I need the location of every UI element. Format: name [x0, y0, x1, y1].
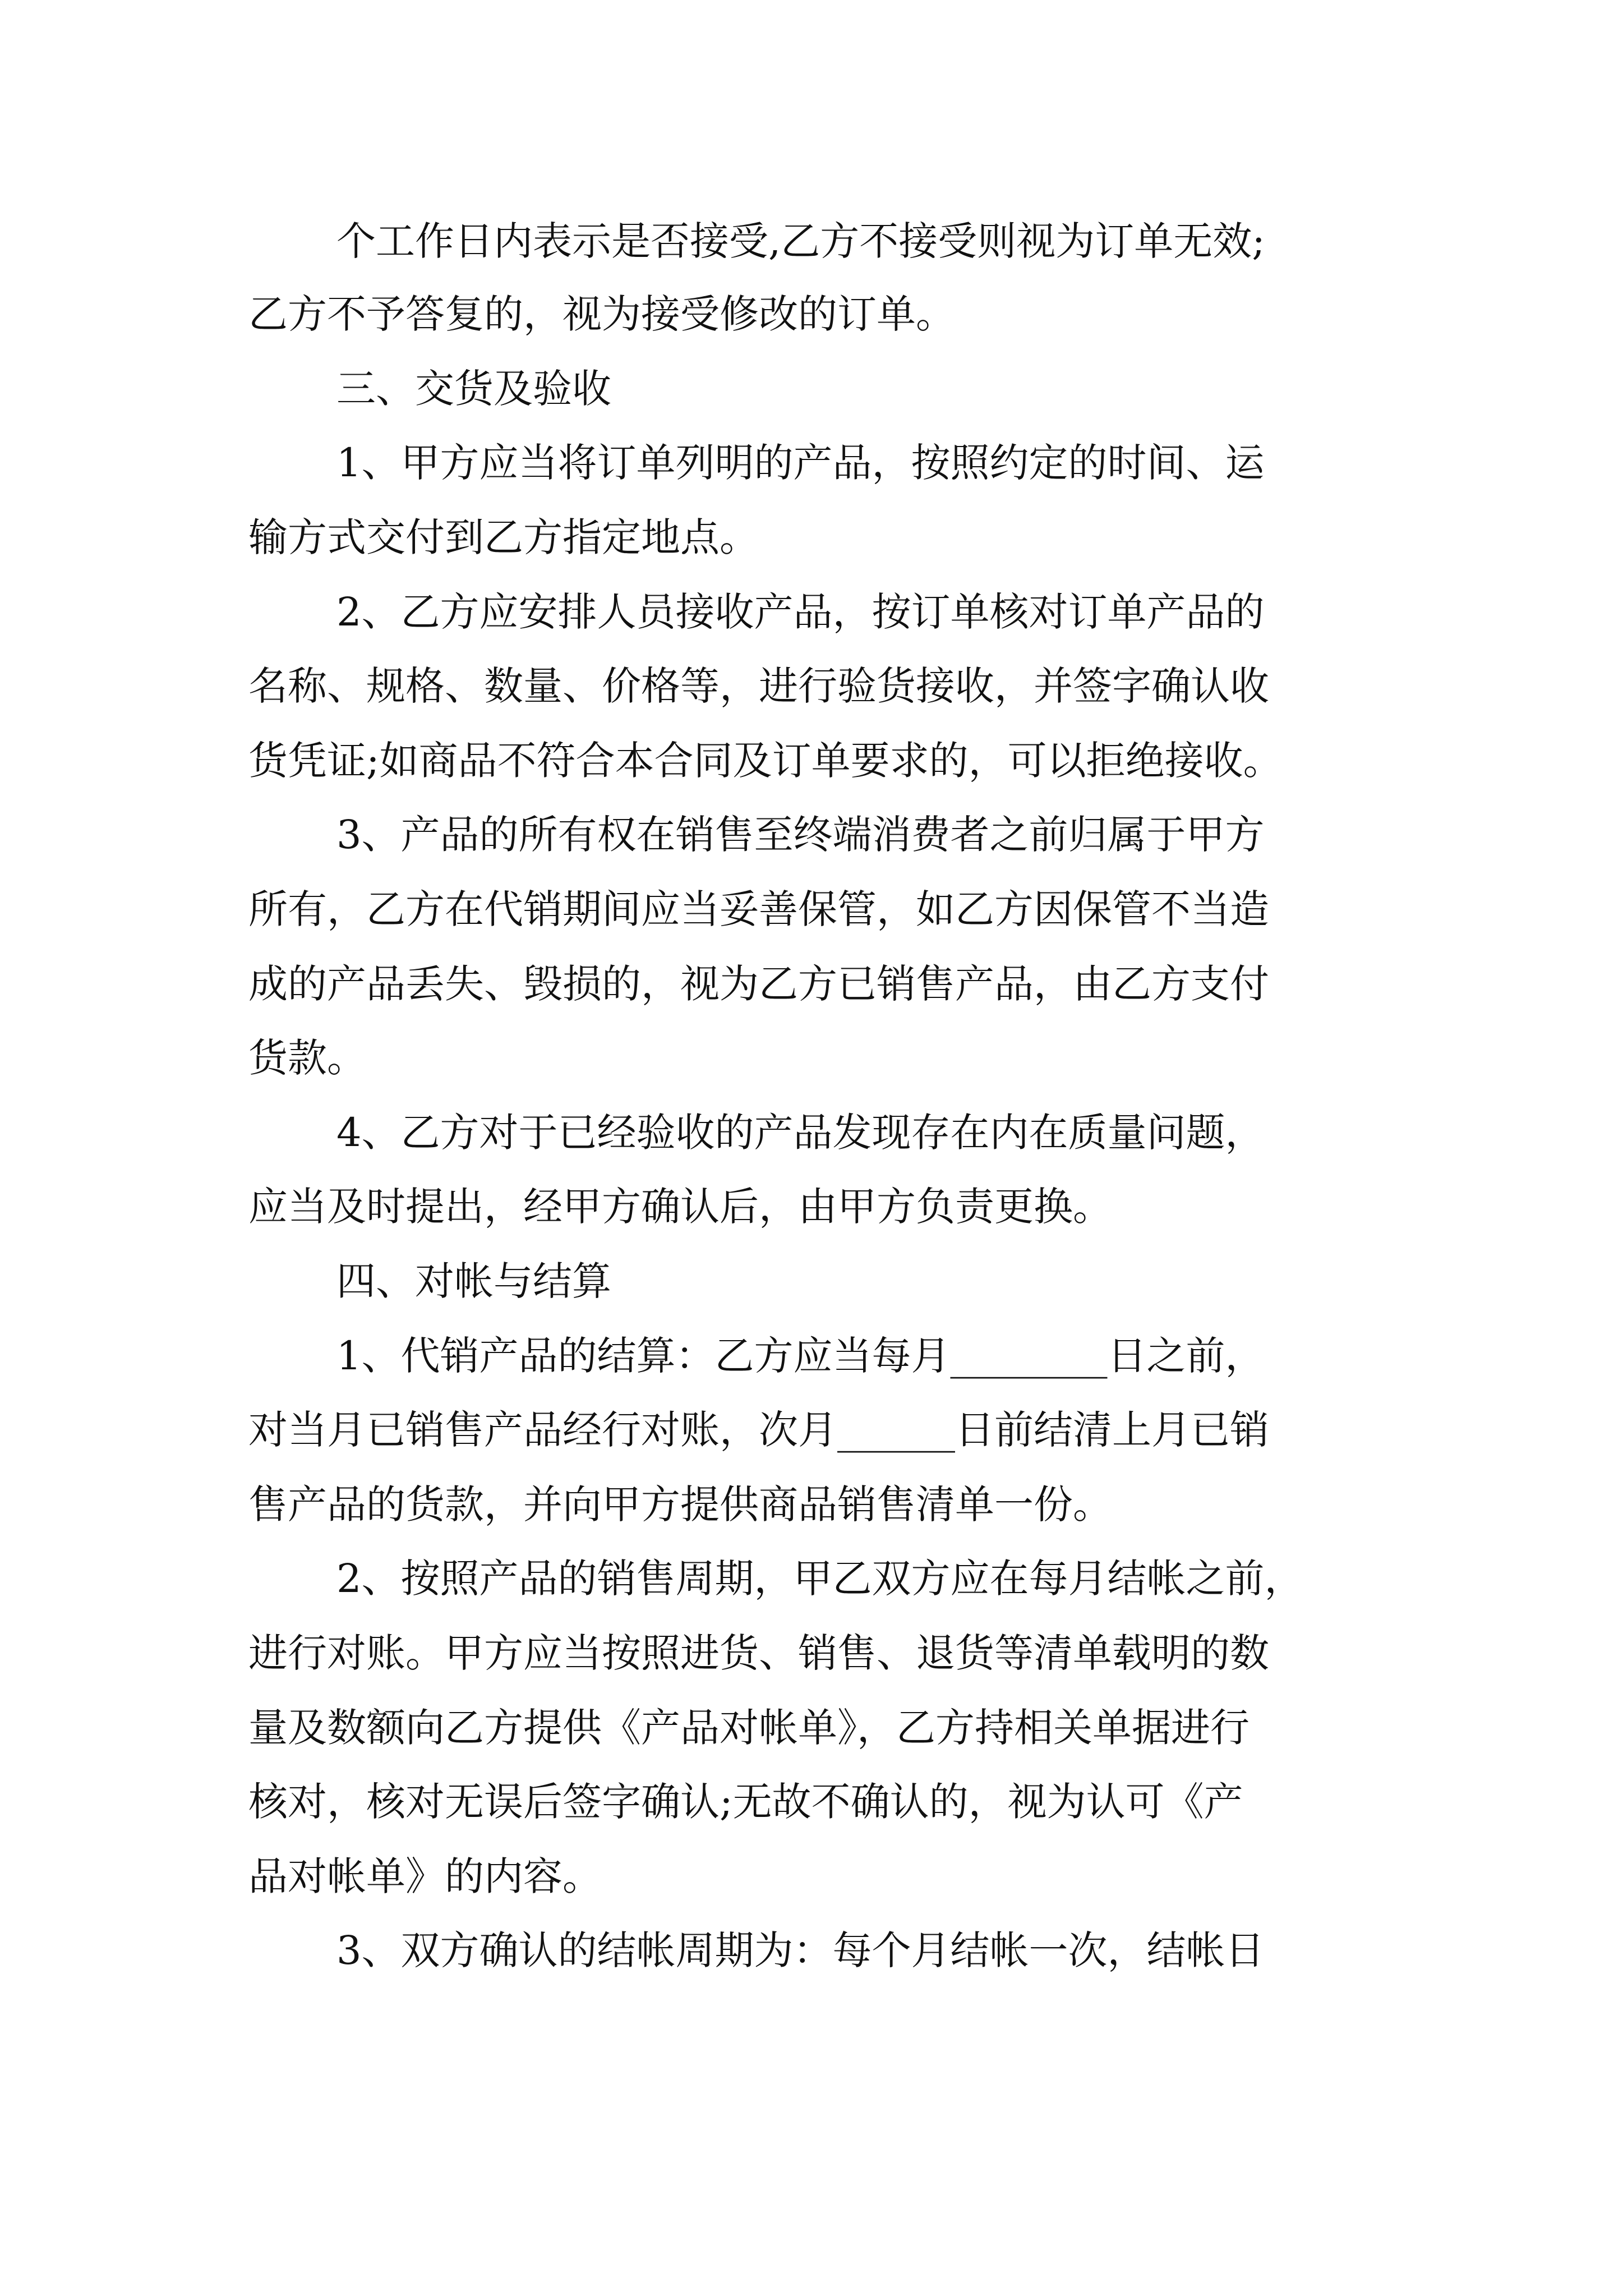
text-line: 品对帐单》的内容。	[248, 1853, 602, 1899]
text-line: 成的产品丢失、毁损的，视为乙方已销售产品，由乙方支付	[248, 961, 1269, 1007]
text-line: 应当及时提出，经甲方确认后，由甲方负责更换。	[248, 1184, 1112, 1230]
section-heading: 三、交货及验收	[336, 366, 611, 412]
text-line: 1、代销产品的结算：乙方应当每月________日之前，	[336, 1333, 1265, 1379]
section-heading: 四、对帐与结算	[336, 1258, 611, 1304]
text-line: 1、甲方应当将订单列明的产品，按照约定的时间、运	[336, 440, 1265, 486]
text-line: 对当月已销售产品经行对账，次月______日前结清上月已销	[248, 1407, 1269, 1453]
text-line: 货凭证;如商品不符合本合同及订单要求的，可以拒绝接收。	[248, 738, 1283, 784]
text-line: 进行对账。甲方应当按照进货、销售、退货等清单载明的数	[248, 1630, 1269, 1676]
text-line: 货款。	[248, 1035, 366, 1081]
text-line: 4、乙方对于已经验收的产品发现存在内在质量问题，	[336, 1110, 1265, 1156]
text-line: 名称、规格、数量、价格等，进行验货接收，并签字确认收	[248, 663, 1269, 709]
text-line: 2、乙方应安排人员接收产品，按订单核对订单产品的	[336, 589, 1265, 635]
text-line: 所有，乙方在代销期间应当妥善保管，如乙方因保管不当造	[248, 886, 1269, 932]
text-line: 3、产品的所有权在销售至终端消费者之前归属于甲方	[336, 812, 1265, 858]
text-line: 输方式交付到乙方指定地点。	[248, 514, 759, 560]
text-line: 售产品的货款，并向甲方提供商品销售清单一份。	[248, 1481, 1112, 1527]
text-line: 个工作日内表示是否接受,乙方不接受则视为订单无效;	[336, 218, 1265, 264]
text-line: 量及数额向乙方提供《产品对帐单》，乙方持相关单据进行	[248, 1705, 1249, 1751]
text-line: 2、按照产品的销售周期，甲乙双方应在每月结帐之前，	[336, 1556, 1304, 1602]
text-line: 3、双方确认的结帐周期为：每个月结帐一次，结帐日	[336, 1927, 1265, 1973]
text-line: 核对，核对无误后签字确认;无故不确认的，视为认可《产	[248, 1779, 1243, 1825]
text-line: 乙方不予答复的，视为接受修改的订单。	[248, 291, 955, 337]
